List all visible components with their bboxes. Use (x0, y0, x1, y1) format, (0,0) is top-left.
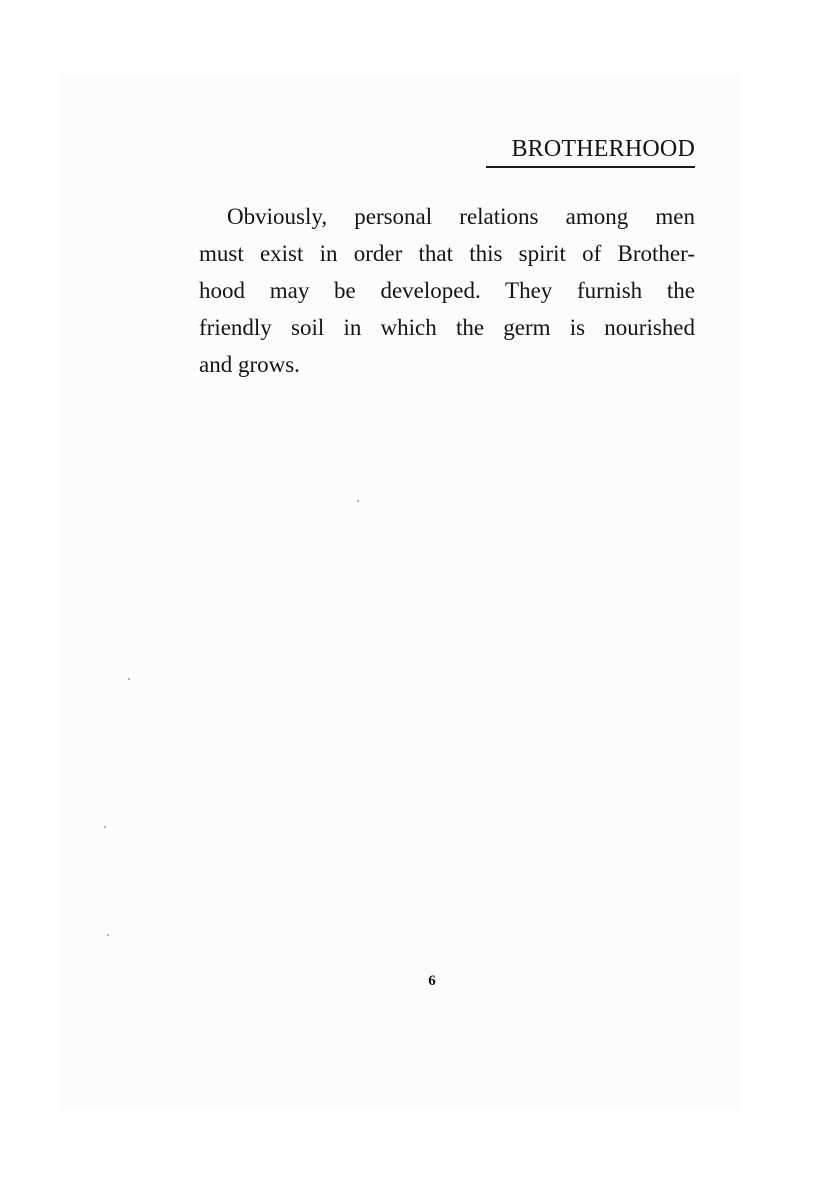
paragraph-line: friendly soil in which the germ is nourished (199, 315, 695, 340)
paragraph-line: Obviously, personal relations among men (227, 204, 695, 229)
running-head-text: BROTHERHOOD (511, 136, 695, 162)
scan-speck (104, 826, 106, 828)
page-number: 6 (428, 973, 436, 989)
running-head-rule (486, 166, 695, 168)
scan-speck (107, 934, 109, 936)
body-paragraph (199, 198, 695, 383)
scan-speck (357, 500, 359, 502)
paragraph-line: and grows. (199, 352, 300, 377)
scan-speck (128, 678, 130, 680)
paragraph-line: hood may be developed. They furnish the (199, 278, 695, 303)
paragraph-line: must exist in order that this spirit of Brother- (199, 241, 695, 266)
running-head (200, 134, 695, 164)
